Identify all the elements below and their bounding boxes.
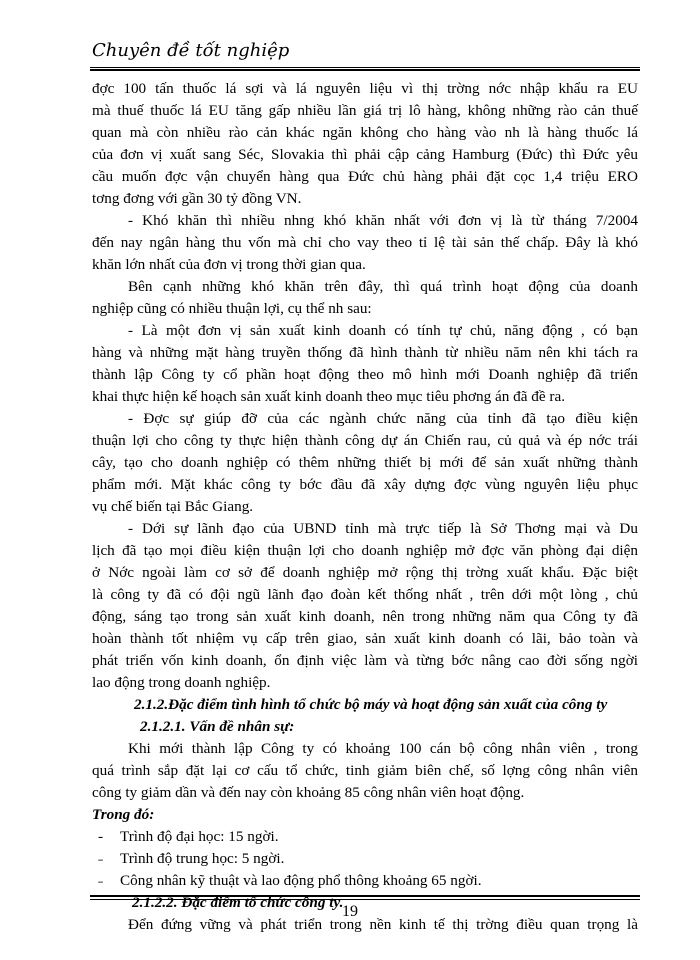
- paragraph-line: quan mà còn nhiều rào cản khác ngăn không cho hàng vào nh là hàng thuốc lá: [92, 124, 638, 141]
- paragraph-line: đợc 100 tấn thuốc lá sợi và lá nguyên liệu vì thị trờng nớc nhập khẩu ra EU: [92, 80, 638, 97]
- list-item: [92, 826, 638, 848]
- footer-rule-thick: [90, 895, 640, 897]
- paragraph-line: hàng và những mặt hàng truyền thống đã hình thành từ nhiều năm nên khi tách ra: [92, 344, 638, 361]
- list-bullet: ˗: [98, 872, 104, 889]
- subsection-heading-2-1-2-1: 2.1.2.1. Vấn đề nhân sự:: [140, 718, 295, 735]
- document-body: [92, 78, 638, 936]
- list-item: [92, 848, 638, 870]
- paragraph-line: - Đợc sự giúp đỡ của các ngành chức năng của tỉnh đã tạo điều kiện: [128, 410, 638, 427]
- paragraph-line: là công ty đã có đội ngũ lãnh đạo đoàn kết thống nhất , trên dới một lòng , chủ: [92, 586, 638, 603]
- list-item: [92, 870, 638, 892]
- paragraph-4: [92, 320, 638, 408]
- header-rule-thin: [90, 67, 640, 68]
- paragraph-3: [92, 276, 638, 320]
- footer-rule-thin: [90, 899, 640, 900]
- list-bullet: -: [98, 828, 104, 845]
- staff-list: [92, 826, 638, 892]
- paragraph-line: thuận lợi cho công ty thực hiện thành công dự án Chiến rau, củ quả và ép nớc trái: [92, 432, 638, 449]
- paragraph-line: - Dới sự lãnh đạo của UBND tỉnh mà trực tiếp là Sở Thơng mại và Du: [128, 520, 638, 537]
- paragraph-line: khai thực hiện kế hoạch sản xuất kinh doanh theo mục tiêu phơng án đã đề ra.: [92, 388, 566, 405]
- running-header: Chuyên đề tốt nghiệp: [92, 40, 290, 61]
- list-item-text: Trình độ trung học: 5 ngời.: [120, 850, 285, 867]
- paragraph-line: Khi mới thành lập Công ty có khoảng 100 cán bộ công nhân viên , trong: [128, 740, 638, 757]
- page-number: 19: [342, 903, 358, 920]
- subsection-heading-2-1-2-2: 2.1.2.2. Đặc điểm tổ chức công ty.: [132, 894, 344, 911]
- paragraph-line: phát triển vốn kinh doanh, ổn định việc làm và từng bớc nâng cao đời sống ngời: [92, 652, 638, 669]
- paragraph-line: vụ chế biến tại Bắc Giang.: [92, 498, 254, 515]
- list-item-text: Trình độ đại học: 15 ngời.: [120, 828, 279, 845]
- paragraph-line: ở Nớc ngoài làm cơ sở để doanh nghiệp mở rộng thị trờng xuất khẩu. Đặc biệt: [92, 564, 638, 581]
- paragraph-line: khăn lớn nhất của đơn vị trong thời gian qua.: [92, 256, 366, 273]
- section-heading-2-1-2: 2.1.2.Đặc điểm tình hình tổ chức bộ máy và hoạt động sản xuất của công ty: [134, 696, 608, 713]
- paragraph-2: [92, 210, 638, 276]
- paragraph-line: cầu muốn đợc vận chuyển hàng qua Đức chủ hàng phải đặt cọc 1,4 triệu ERO: [92, 168, 638, 185]
- paragraph-line: tơng đơng với gần 30 tỷ đồng VN.: [92, 190, 302, 207]
- paragraph-line: lịch đã tạo mọi điều kiện thuận lợi cho doanh nghiệp mở đợc văn phòng đại diện: [92, 542, 638, 559]
- paragraph-7: [92, 738, 638, 804]
- paragraph-line: Đển đứng vững và phát triển trong nền kinh tế thị trờng điều quan trọng là: [128, 916, 638, 933]
- paragraph-line: động, sáng tạo trong sản xuất kinh doanh, nên trong những năm qua Công ty đã: [92, 608, 638, 625]
- list-item-text: Công nhân kỹ thuật và lao động phổ thông khoảng 65 ngời.: [120, 872, 482, 889]
- paragraph-1: [92, 78, 638, 210]
- paragraph-line: đến nay ngân hàng thu vốn mà chỉ cho vay theo tỉ lệ tài sản thế chấp. Đây là khó: [92, 234, 638, 251]
- paragraph-line: thành lập Công ty cổ phần hoạt động theo mô hình mới Doanh nghiệp đã triển: [92, 366, 638, 383]
- paragraph-line: công ty giảm dần và đến nay còn khoảng 85 công nhân viên hoạt động.: [92, 784, 525, 801]
- paragraph-line: lao động trong doanh nghiệp.: [92, 674, 271, 691]
- paragraph-line: Bên cạnh những khó khăn trên đây, thì quá trình hoạt động của doanh: [128, 278, 638, 295]
- paragraph-line: quá trình sắp đặt lại cơ cấu tổ chức, tinh giảm biên chế, số lợng công nhân viên: [92, 762, 638, 779]
- paragraph-5: [92, 408, 638, 518]
- trong-do-label: Trong đó:: [92, 806, 155, 823]
- paragraph-line: - Là một đơn vị sản xuất kinh doanh có tính tự chủ, năng động , có bạn: [128, 322, 638, 339]
- paragraph-line: nghiệp cũng có nhiều thuận lợi, cụ thể nh sau:: [92, 300, 372, 317]
- paragraph-line: phẩm mới. Mặt khác công ty bớc đầu đã xây dựng đợc vùng nguyên liệu phục: [92, 476, 638, 493]
- header-rule-thick: [90, 69, 640, 71]
- paragraph-line: cây, tạo cho doanh nghiệp có thêm những thiết bị mới để sản xuất những thành: [92, 454, 638, 471]
- paragraph-line: của đơn vị xuất sang Séc, Slovakia thì phải cập cảng Hamburg (Đức) thì Đức yêu: [92, 146, 638, 163]
- paragraph-6: [92, 518, 638, 694]
- paragraph-line: mà thuế thuốc lá EU tăng gấp nhiều lần giá trị lô hàng, không những rào cản thuế: [92, 102, 638, 119]
- list-bullet: ˗: [98, 850, 104, 867]
- paragraph-line: - Khó khăn thì nhiều nhng khó khăn nhất với đơn vị là từ tháng 7/2004: [128, 212, 638, 229]
- paragraph-line: hoàn thành tốt nhiệm vụ cấp trên giao, sản xuất kinh doanh có lãi, bảo toàn và: [92, 630, 638, 647]
